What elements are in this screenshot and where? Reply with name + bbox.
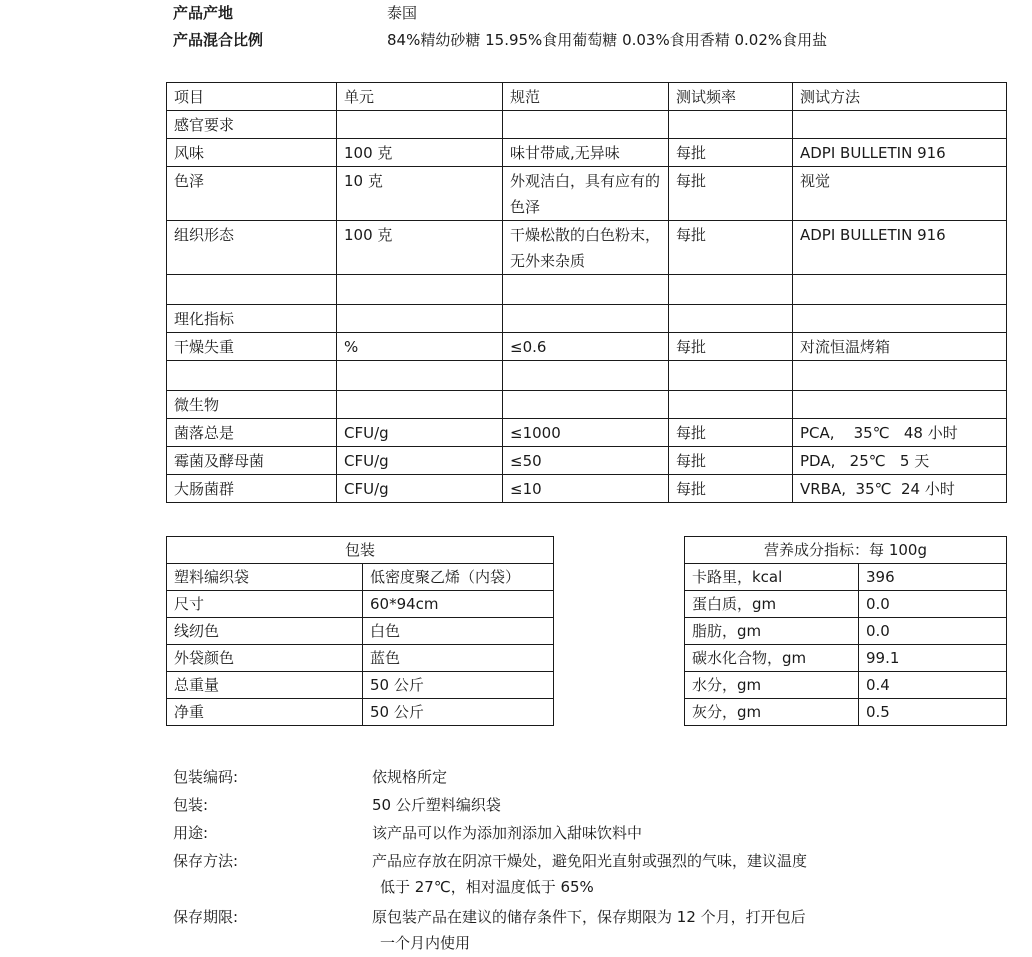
packaging-title-row [167, 537, 554, 564]
table-cell: 菌落总是 [167, 419, 337, 447]
table-cell: 每批 [669, 447, 793, 475]
table-cell: 组织形态 [167, 221, 337, 275]
table-cell: 低密度聚乙烯（内袋） [363, 564, 554, 591]
table-cell [337, 275, 503, 305]
table-cell [167, 361, 337, 391]
table-cell [337, 361, 503, 391]
table-row [167, 475, 1007, 503]
spec-header-method: 测试方法 [793, 83, 1007, 111]
origin-value: 泰国 [387, 4, 418, 22]
table-row [685, 672, 1007, 699]
table-cell: 蛋白质，gm [685, 591, 859, 618]
table-row [167, 167, 1007, 221]
table-row [167, 275, 1007, 305]
table-cell: 每批 [669, 475, 793, 503]
packaging-title: 包装 [167, 537, 554, 564]
table-cell [503, 391, 669, 419]
table-cell: PCA, 35℃ 48 小时 [793, 419, 1007, 447]
table-row [167, 672, 554, 699]
origin-label: 产品产地 [173, 4, 234, 22]
table-row [167, 447, 1007, 475]
table-cell: 大肠菌群 [167, 475, 337, 503]
table-cell: 干燥失重 [167, 333, 337, 361]
spec-table [166, 82, 1007, 503]
table-cell: 外袋颜色 [167, 645, 363, 672]
table-cell: 99.1 [859, 645, 1007, 672]
table-row [167, 564, 554, 591]
table-cell [503, 111, 669, 139]
table-cell: ≤1000 [503, 419, 669, 447]
table-row [685, 564, 1007, 591]
table-row [167, 361, 1007, 391]
table-cell [337, 391, 503, 419]
shelf-life-line-2: 一个月内使用 [380, 934, 471, 952]
table-cell: 色泽 [167, 167, 337, 221]
shelf-life-line-1: 原包装产品在建议的储存条件下，保存期限为 12 个月，打开包后 [372, 908, 806, 926]
table-cell [669, 361, 793, 391]
table-cell: 50 公斤 [363, 672, 554, 699]
spec-header-frequency: 测试频率 [669, 83, 793, 111]
storage-line-2: 低于 27℃，相对温度低于 65% [380, 878, 594, 896]
table-cell: 味甘带咸,无异味 [503, 139, 669, 167]
ratio-value: 84%精幼砂糖 15.95%食用葡萄糖 0.03%食用香精 0.02%食用盐 [387, 31, 828, 49]
table-cell: 视觉 [793, 167, 1007, 221]
table-cell: 尺寸 [167, 591, 363, 618]
table-row [167, 699, 554, 726]
table-cell: 0.0 [859, 591, 1007, 618]
table-cell: 风味 [167, 139, 337, 167]
table-cell: 卡路里，kcal [685, 564, 859, 591]
table-cell: 60*94cm [363, 591, 554, 618]
table-cell: 理化指标 [167, 305, 337, 333]
table-cell: 微生物 [167, 391, 337, 419]
table-cell: 每批 [669, 333, 793, 361]
table-cell [793, 305, 1007, 333]
packaging-code-label: 包装编码: [173, 768, 239, 786]
table-cell: 外观洁白，具有应有的色泽 [503, 167, 669, 221]
spec-header-row [167, 83, 1007, 111]
nutrition-title: 营养成分指标：每 100g [685, 537, 1007, 564]
table-row [167, 591, 554, 618]
table-cell [503, 361, 669, 391]
packaging-value: 50 公斤塑料编织袋 [372, 796, 501, 814]
packaging-label: 包装: [173, 796, 209, 814]
spec-header-unit: 单元 [337, 83, 503, 111]
usage-value: 该产品可以作为添加剂添加入甜味饮料中 [372, 824, 643, 842]
table-row [685, 591, 1007, 618]
table-cell [503, 305, 669, 333]
table-row [167, 333, 1007, 361]
shelf-life-label: 保存期限: [173, 908, 239, 926]
table-cell: ≤50 [503, 447, 669, 475]
table-cell: ADPI BULLETIN 916 [793, 221, 1007, 275]
table-cell: 干燥松散的白色粉末，无外来杂质 [503, 221, 669, 275]
table-cell: 对流恒温烤箱 [793, 333, 1007, 361]
table-row [167, 139, 1007, 167]
table-row [167, 111, 1007, 139]
ratio-label: 产品混合比例 [173, 31, 264, 49]
table-cell: CFU/g [337, 447, 503, 475]
table-cell: 0.5 [859, 699, 1007, 726]
table-cell [793, 275, 1007, 305]
usage-label: 用途: [173, 824, 209, 842]
table-cell: 脂肪，gm [685, 618, 859, 645]
table-cell: 每批 [669, 139, 793, 167]
table-cell: ≤0.6 [503, 333, 669, 361]
table-cell [669, 391, 793, 419]
table-cell [793, 391, 1007, 419]
packaging-table [166, 536, 554, 726]
table-cell [669, 275, 793, 305]
table-cell: 50 公斤 [363, 699, 554, 726]
table-row [685, 645, 1007, 672]
table-cell: 蓝色 [363, 645, 554, 672]
table-cell: 灰分，gm [685, 699, 859, 726]
table-row [167, 645, 554, 672]
table-cell: 100 克 [337, 139, 503, 167]
table-cell [669, 305, 793, 333]
table-cell: PDA, 25℃ 5 天 [793, 447, 1007, 475]
table-cell: 塑料编织袋 [167, 564, 363, 591]
table-cell: CFU/g [337, 475, 503, 503]
nutrition-table [684, 536, 1007, 726]
spec-header-standard: 规范 [503, 83, 669, 111]
table-cell [669, 111, 793, 139]
table-row [167, 391, 1007, 419]
storage-label: 保存方法: [173, 852, 239, 870]
table-cell: % [337, 333, 503, 361]
table-cell: 霉菌及酵母菌 [167, 447, 337, 475]
nutrition-title-row [685, 537, 1007, 564]
table-cell: 净重 [167, 699, 363, 726]
table-cell: 100 克 [337, 221, 503, 275]
table-cell: 每批 [669, 167, 793, 221]
table-cell: 每批 [669, 221, 793, 275]
table-row [685, 699, 1007, 726]
packaging-code-value: 依规格所定 [372, 768, 448, 786]
table-row [167, 221, 1007, 275]
table-cell: ADPI BULLETIN 916 [793, 139, 1007, 167]
table-cell: 10 克 [337, 167, 503, 221]
table-row [167, 419, 1007, 447]
storage-line-1: 产品应存放在阴凉干燥处，避免阳光直射或强烈的气味，建议温度 [372, 852, 808, 870]
table-cell [337, 111, 503, 139]
table-cell: 总重量 [167, 672, 363, 699]
table-cell: 感官要求 [167, 111, 337, 139]
table-cell [793, 111, 1007, 139]
table-row [685, 618, 1007, 645]
table-cell: ≤10 [503, 475, 669, 503]
table-cell: 396 [859, 564, 1007, 591]
table-cell: 0.0 [859, 618, 1007, 645]
table-row [167, 305, 1007, 333]
table-row [167, 618, 554, 645]
table-cell: 每批 [669, 419, 793, 447]
spec-header-item: 项目 [167, 83, 337, 111]
table-cell: CFU/g [337, 419, 503, 447]
table-cell: 线纫色 [167, 618, 363, 645]
table-cell [793, 361, 1007, 391]
table-cell: 水分，gm [685, 672, 859, 699]
table-cell [337, 305, 503, 333]
table-cell: VRBA, 35℃ 24 小时 [793, 475, 1007, 503]
table-cell: 碳水化合物，gm [685, 645, 859, 672]
table-cell: 白色 [363, 618, 554, 645]
table-cell [503, 275, 669, 305]
table-cell [167, 275, 337, 305]
table-cell: 0.4 [859, 672, 1007, 699]
